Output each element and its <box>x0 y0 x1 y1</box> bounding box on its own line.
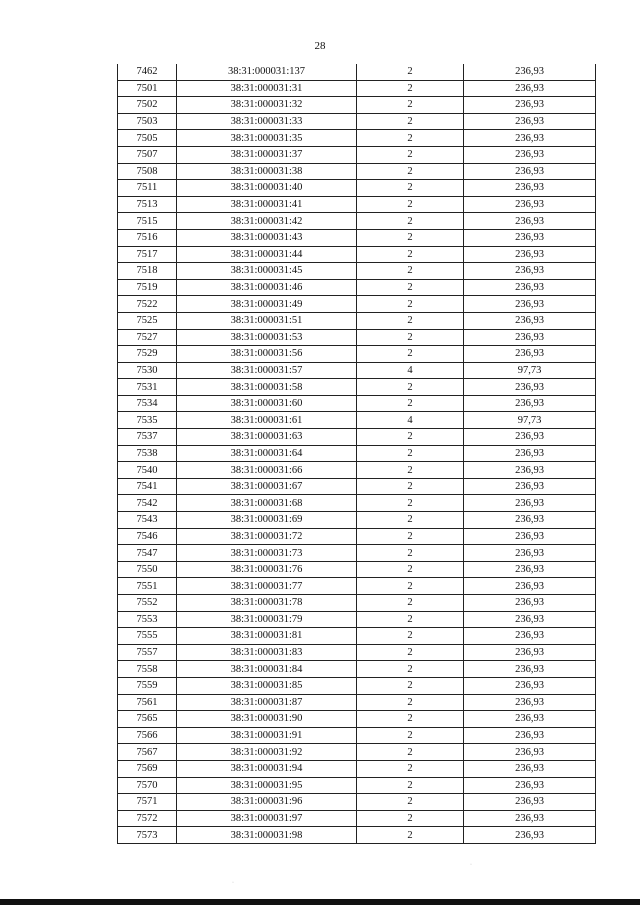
row-number-cell: 7513 <box>118 196 177 213</box>
cadastral-number-cell: 38:31:000031:40 <box>177 180 357 197</box>
count-cell: 2 <box>357 810 464 827</box>
value-cell: 236,93 <box>464 462 596 479</box>
cadastral-number-cell: 38:31:000031:58 <box>177 379 357 396</box>
row-number-cell: 7538 <box>118 445 177 462</box>
value-cell: 236,93 <box>464 661 596 678</box>
row-number-cell: 7530 <box>118 362 177 379</box>
cadastral-number-cell: 38:31:000031:66 <box>177 462 357 479</box>
row-number-cell: 7529 <box>118 346 177 363</box>
row-number-cell: 7516 <box>118 229 177 246</box>
count-cell: 2 <box>357 163 464 180</box>
table-row <box>118 512 596 529</box>
cadastral-number-cell: 38:31:000031:49 <box>177 296 357 313</box>
value-cell: 236,93 <box>464 296 596 313</box>
value-cell: 236,93 <box>464 279 596 296</box>
cadastral-number-cell: 38:31:000031:81 <box>177 628 357 645</box>
count-cell: 2 <box>357 329 464 346</box>
value-cell: 236,93 <box>464 180 596 197</box>
value-cell: 236,93 <box>464 694 596 711</box>
count-cell: 2 <box>357 279 464 296</box>
table-row <box>118 760 596 777</box>
table-row <box>118 462 596 479</box>
row-number-cell: 7573 <box>118 827 177 844</box>
value-cell: 236,93 <box>464 561 596 578</box>
row-number-cell: 7542 <box>118 495 177 512</box>
table-row <box>118 578 596 595</box>
count-cell: 2 <box>357 97 464 114</box>
table-row <box>118 445 596 462</box>
table-row <box>118 113 596 130</box>
count-cell: 2 <box>357 628 464 645</box>
row-number-cell: 7501 <box>118 80 177 97</box>
row-number-cell: 7537 <box>118 429 177 446</box>
value-cell: 236,93 <box>464 644 596 661</box>
table-row <box>118 794 596 811</box>
value-cell: 236,93 <box>464 64 596 80</box>
count-cell: 2 <box>357 196 464 213</box>
table-row <box>118 379 596 396</box>
row-number-cell: 7571 <box>118 794 177 811</box>
row-number-cell: 7522 <box>118 296 177 313</box>
cadastral-number-cell: 38:31:000031:61 <box>177 412 357 429</box>
value-cell: 236,93 <box>464 512 596 529</box>
cadastral-number-cell: 38:31:000031:137 <box>177 64 357 80</box>
cadastral-number-cell: 38:31:000031:77 <box>177 578 357 595</box>
count-cell: 2 <box>357 312 464 329</box>
value-cell: 236,93 <box>464 246 596 263</box>
table-row <box>118 180 596 197</box>
count-cell: 2 <box>357 478 464 495</box>
cadastral-number-cell: 38:31:000031:91 <box>177 727 357 744</box>
value-cell: 236,93 <box>464 113 596 130</box>
table-row <box>118 97 596 114</box>
count-cell: 2 <box>357 346 464 363</box>
row-number-cell: 7531 <box>118 379 177 396</box>
value-cell: 236,93 <box>464 213 596 230</box>
row-number-cell: 7572 <box>118 810 177 827</box>
count-cell: 2 <box>357 113 464 130</box>
row-number-cell: 7546 <box>118 528 177 545</box>
value-cell: 236,93 <box>464 263 596 280</box>
value-cell: 236,93 <box>464 595 596 612</box>
cadastral-number-cell: 38:31:000031:87 <box>177 694 357 711</box>
table-row <box>118 229 596 246</box>
count-cell: 2 <box>357 429 464 446</box>
cadastral-number-cell: 38:31:000031:33 <box>177 113 357 130</box>
count-cell: 4 <box>357 362 464 379</box>
count-cell: 2 <box>357 744 464 761</box>
cadastral-number-cell: 38:31:000031:73 <box>177 545 357 562</box>
count-cell: 2 <box>357 644 464 661</box>
value-cell: 236,93 <box>464 196 596 213</box>
value-cell: 236,93 <box>464 329 596 346</box>
cadastral-number-cell: 38:31:000031:90 <box>177 711 357 728</box>
table-row <box>118 246 596 263</box>
table-row <box>118 213 596 230</box>
value-cell: 236,93 <box>464 827 596 844</box>
value-cell: 236,93 <box>464 677 596 694</box>
cadastral-number-cell: 38:31:000031:94 <box>177 760 357 777</box>
cadastral-number-cell: 38:31:000031:98 <box>177 827 357 844</box>
table-row <box>118 528 596 545</box>
table-row <box>118 279 596 296</box>
scan-speck: · <box>470 862 472 868</box>
count-cell: 2 <box>357 180 464 197</box>
row-number-cell: 7518 <box>118 263 177 280</box>
row-number-cell: 7558 <box>118 661 177 678</box>
value-cell: 97,73 <box>464 412 596 429</box>
cadastral-number-cell: 38:31:000031:95 <box>177 777 357 794</box>
row-number-cell: 7507 <box>118 146 177 163</box>
row-number-cell: 7543 <box>118 512 177 529</box>
table-row <box>118 661 596 678</box>
count-cell: 2 <box>357 130 464 147</box>
table-row <box>118 744 596 761</box>
page-number: 28 <box>314 40 326 52</box>
row-number-cell: 7511 <box>118 180 177 197</box>
row-number-cell: 7566 <box>118 727 177 744</box>
count-cell: 2 <box>357 296 464 313</box>
cadastral-number-cell: 38:31:000031:83 <box>177 644 357 661</box>
value-cell: 236,93 <box>464 744 596 761</box>
cadastral-number-cell: 38:31:000031:31 <box>177 80 357 97</box>
cadastral-number-cell: 38:31:000031:60 <box>177 395 357 412</box>
count-cell: 2 <box>357 760 464 777</box>
table-row <box>118 611 596 628</box>
cadastral-number-cell: 38:31:000031:46 <box>177 279 357 296</box>
value-cell: 236,93 <box>464 229 596 246</box>
cadastral-number-cell: 38:31:000031:51 <box>177 312 357 329</box>
table-row <box>118 694 596 711</box>
table-row <box>118 412 596 429</box>
count-cell: 2 <box>357 495 464 512</box>
table-row <box>118 362 596 379</box>
count-cell: 2 <box>357 395 464 412</box>
value-cell: 236,93 <box>464 312 596 329</box>
table-row <box>118 429 596 446</box>
row-number-cell: 7555 <box>118 628 177 645</box>
row-number-cell: 7547 <box>118 545 177 562</box>
count-cell: 2 <box>357 213 464 230</box>
row-number-cell: 7508 <box>118 163 177 180</box>
cadastral-number-cell: 38:31:000031:32 <box>177 97 357 114</box>
value-cell: 236,93 <box>464 97 596 114</box>
count-cell: 2 <box>357 727 464 744</box>
cadastral-number-cell: 38:31:000031:44 <box>177 246 357 263</box>
table-row <box>118 595 596 612</box>
value-cell: 236,93 <box>464 810 596 827</box>
table-row <box>118 395 596 412</box>
row-number-cell: 7540 <box>118 462 177 479</box>
row-number-cell: 7553 <box>118 611 177 628</box>
count-cell: 2 <box>357 561 464 578</box>
row-number-cell: 7505 <box>118 130 177 147</box>
count-cell: 2 <box>357 578 464 595</box>
value-cell: 236,93 <box>464 478 596 495</box>
cadastral-number-cell: 38:31:000031:67 <box>177 478 357 495</box>
cadastral-number-cell: 38:31:000031:72 <box>177 528 357 545</box>
row-number-cell: 7535 <box>118 412 177 429</box>
cadastral-number-cell: 38:31:000031:63 <box>177 429 357 446</box>
row-number-cell: 7541 <box>118 478 177 495</box>
row-number-cell: 7557 <box>118 644 177 661</box>
count-cell: 2 <box>357 64 464 80</box>
count-cell: 2 <box>357 146 464 163</box>
table-row <box>118 130 596 147</box>
row-number-cell: 7527 <box>118 329 177 346</box>
cadastral-number-cell: 38:31:000031:37 <box>177 146 357 163</box>
value-cell: 236,93 <box>464 628 596 645</box>
table-row <box>118 263 596 280</box>
row-number-cell: 7525 <box>118 312 177 329</box>
count-cell: 2 <box>357 528 464 545</box>
row-number-cell: 7550 <box>118 561 177 578</box>
cadastral-number-cell: 38:31:000031:79 <box>177 611 357 628</box>
cadastral-number-cell: 38:31:000031:45 <box>177 263 357 280</box>
count-cell: 2 <box>357 246 464 263</box>
table-row <box>118 346 596 363</box>
row-number-cell: 7503 <box>118 113 177 130</box>
cadastral-number-cell: 38:31:000031:96 <box>177 794 357 811</box>
value-cell: 236,93 <box>464 611 596 628</box>
count-cell: 4 <box>357 412 464 429</box>
table-row <box>118 677 596 694</box>
table-row <box>118 478 596 495</box>
cadastral-number-cell: 38:31:000031:78 <box>177 595 357 612</box>
row-number-cell: 7561 <box>118 694 177 711</box>
cadastral-number-cell: 38:31:000031:53 <box>177 329 357 346</box>
value-cell: 236,93 <box>464 346 596 363</box>
cadastral-number-cell: 38:31:000031:68 <box>177 495 357 512</box>
table-row <box>118 146 596 163</box>
table-row <box>118 329 596 346</box>
value-cell: 236,93 <box>464 794 596 811</box>
count-cell: 2 <box>357 545 464 562</box>
row-number-cell: 7569 <box>118 760 177 777</box>
table-row <box>118 495 596 512</box>
table-row <box>118 545 596 562</box>
value-cell: 236,93 <box>464 760 596 777</box>
scan-edge-bar <box>0 899 640 905</box>
table-body <box>118 64 596 843</box>
row-number-cell: 7519 <box>118 279 177 296</box>
value-cell: 236,93 <box>464 146 596 163</box>
cadastral-number-cell: 38:31:000031:41 <box>177 196 357 213</box>
cadastral-number-cell: 38:31:000031:57 <box>177 362 357 379</box>
table-row <box>118 644 596 661</box>
value-cell: 236,93 <box>464 130 596 147</box>
table-row <box>118 827 596 844</box>
value-cell: 236,93 <box>464 80 596 97</box>
table-row <box>118 810 596 827</box>
table-row <box>118 196 596 213</box>
value-cell: 236,93 <box>464 711 596 728</box>
table-row <box>118 64 596 80</box>
count-cell: 2 <box>357 677 464 694</box>
row-number-cell: 7570 <box>118 777 177 794</box>
value-cell: 236,93 <box>464 528 596 545</box>
count-cell: 2 <box>357 827 464 844</box>
table-row <box>118 561 596 578</box>
cadastral-number-cell: 38:31:000031:84 <box>177 661 357 678</box>
row-number-cell: 7551 <box>118 578 177 595</box>
cadastral-number-cell: 38:31:000031:92 <box>177 744 357 761</box>
count-cell: 2 <box>357 512 464 529</box>
row-number-cell: 7567 <box>118 744 177 761</box>
value-cell: 236,93 <box>464 777 596 794</box>
count-cell: 2 <box>357 462 464 479</box>
table-row <box>118 163 596 180</box>
table-row <box>118 777 596 794</box>
count-cell: 2 <box>357 229 464 246</box>
count-cell: 2 <box>357 611 464 628</box>
table-row <box>118 711 596 728</box>
count-cell: 2 <box>357 794 464 811</box>
cadastral-number-cell: 38:31:000031:38 <box>177 163 357 180</box>
row-number-cell: 7517 <box>118 246 177 263</box>
row-number-cell: 7559 <box>118 677 177 694</box>
count-cell: 2 <box>357 777 464 794</box>
value-cell: 236,93 <box>464 727 596 744</box>
count-cell: 2 <box>357 379 464 396</box>
cadastral-number-cell: 38:31:000031:97 <box>177 810 357 827</box>
value-cell: 236,93 <box>464 495 596 512</box>
table-row <box>118 296 596 313</box>
value-cell: 236,93 <box>464 429 596 446</box>
count-cell: 2 <box>357 595 464 612</box>
cadastral-number-cell: 38:31:000031:64 <box>177 445 357 462</box>
value-cell: 236,93 <box>464 445 596 462</box>
cadastral-number-cell: 38:31:000031:69 <box>177 512 357 529</box>
value-cell: 236,93 <box>464 578 596 595</box>
count-cell: 2 <box>357 711 464 728</box>
value-cell: 236,93 <box>464 395 596 412</box>
table-row <box>118 80 596 97</box>
value-cell: 97,73 <box>464 362 596 379</box>
table-row <box>118 628 596 645</box>
value-cell: 236,93 <box>464 163 596 180</box>
scan-speck: · <box>232 880 234 886</box>
cadastral-table <box>117 64 596 844</box>
cadastral-number-cell: 38:31:000031:35 <box>177 130 357 147</box>
value-cell: 236,93 <box>464 545 596 562</box>
value-cell: 236,93 <box>464 379 596 396</box>
table-row <box>118 312 596 329</box>
count-cell: 2 <box>357 694 464 711</box>
count-cell: 2 <box>357 263 464 280</box>
row-number-cell: 7515 <box>118 213 177 230</box>
cadastral-number-cell: 38:31:000031:76 <box>177 561 357 578</box>
count-cell: 2 <box>357 661 464 678</box>
row-number-cell: 7565 <box>118 711 177 728</box>
table-row <box>118 727 596 744</box>
count-cell: 2 <box>357 80 464 97</box>
cadastral-number-cell: 38:31:000031:43 <box>177 229 357 246</box>
row-number-cell: 7462 <box>118 64 177 80</box>
cadastral-number-cell: 38:31:000031:42 <box>177 213 357 230</box>
row-number-cell: 7502 <box>118 97 177 114</box>
count-cell: 2 <box>357 445 464 462</box>
cadastral-number-cell: 38:31:000031:85 <box>177 677 357 694</box>
row-number-cell: 7534 <box>118 395 177 412</box>
row-number-cell: 7552 <box>118 595 177 612</box>
cadastral-number-cell: 38:31:000031:56 <box>177 346 357 363</box>
